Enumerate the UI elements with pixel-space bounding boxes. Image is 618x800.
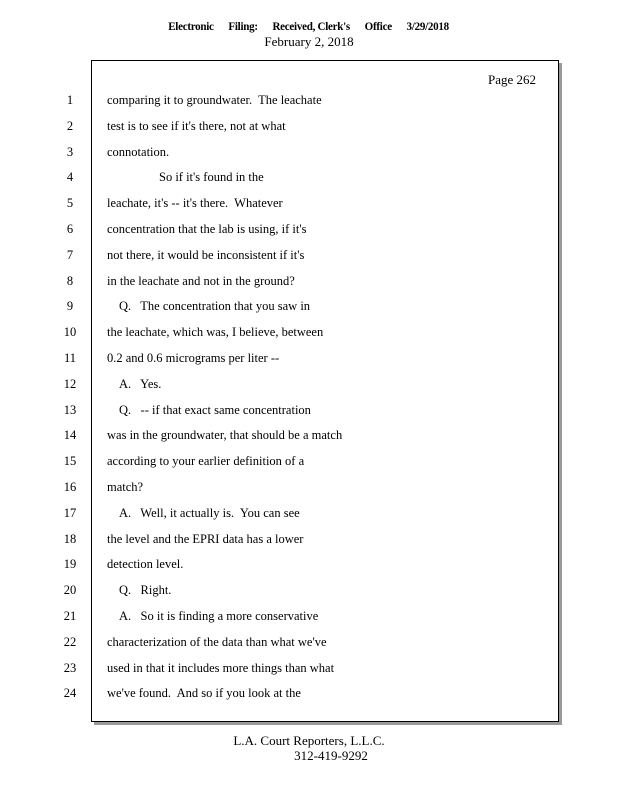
line-number: 7 bbox=[66, 247, 74, 262]
filing-part: Office bbox=[365, 19, 393, 33]
line-number: 12 bbox=[63, 376, 77, 391]
line-number: 3 bbox=[66, 144, 74, 159]
line-number: 20 bbox=[63, 583, 77, 598]
line-text: Q. Right. bbox=[119, 583, 172, 598]
line-number: 22 bbox=[63, 634, 77, 649]
footer bbox=[0, 733, 618, 763]
transcript-line bbox=[0, 220, 618, 238]
line-text: not there, it would be inconsistent if it's bbox=[107, 247, 305, 262]
transcript-line bbox=[0, 426, 618, 444]
line-number: 14 bbox=[63, 428, 77, 443]
line-text: A. Yes. bbox=[119, 376, 162, 391]
transcript-line bbox=[0, 349, 618, 367]
line-number: 16 bbox=[63, 480, 77, 494]
filing-part: Electronic bbox=[168, 19, 215, 33]
line-number: 18 bbox=[63, 531, 77, 546]
line-text: Q. -- if that exact same concentration bbox=[119, 402, 311, 417]
line-number: 11 bbox=[63, 351, 77, 365]
line-text: A. Well, it actually is. You can see bbox=[119, 505, 300, 520]
line-text: detection level. bbox=[107, 557, 184, 572]
transcript-line bbox=[0, 91, 618, 109]
line-text: used in that it includes more things than what bbox=[107, 660, 335, 675]
line-text: characterization of the data than what we've bbox=[107, 634, 327, 649]
line-text: 0.2 and 0.6 micrograms per liter -- bbox=[107, 351, 280, 365]
line-number: 21 bbox=[63, 609, 77, 623]
transcript-line bbox=[0, 452, 618, 470]
line-number: 24 bbox=[63, 686, 77, 701]
filing-stamp bbox=[161, 18, 456, 34]
line-number: 15 bbox=[63, 454, 77, 469]
line-text: was in the groundwater, that should be a match bbox=[107, 428, 343, 443]
transcript-line bbox=[0, 117, 618, 135]
transcript-line bbox=[0, 246, 618, 264]
transcript-line bbox=[0, 684, 618, 702]
line-number: 8 bbox=[66, 273, 74, 288]
filing-part: 3/29/2018 bbox=[407, 19, 450, 33]
transcript-line bbox=[0, 143, 618, 161]
page-number: Page 262 bbox=[487, 72, 536, 87]
transcript-line bbox=[0, 607, 618, 625]
filing-header bbox=[0, 18, 618, 50]
line-text: according to your earlier definition of a bbox=[107, 454, 305, 469]
transcript-line bbox=[0, 272, 618, 290]
line-number: 1 bbox=[66, 93, 74, 107]
reporter-company: L.A. Court Reporters, L.L.C. bbox=[233, 733, 385, 748]
transcript-date: February 2, 2018 bbox=[264, 34, 354, 49]
line-text: connotation. bbox=[107, 144, 170, 159]
line-text: the leachate, which was, I believe, between bbox=[107, 325, 324, 340]
transcript-line bbox=[0, 581, 618, 599]
line-number: 2 bbox=[66, 118, 74, 133]
filing-part: Received, Clerk's bbox=[272, 19, 351, 33]
line-text: we've found. And so if you look at the bbox=[107, 686, 301, 701]
line-text: the level and the EPRI data has a lower bbox=[107, 531, 304, 546]
line-number: 19 bbox=[63, 557, 77, 572]
transcript-line bbox=[0, 168, 618, 186]
line-number: 17 bbox=[63, 505, 77, 520]
line-text: So if it's found in the bbox=[159, 170, 264, 185]
line-text: match? bbox=[107, 480, 144, 494]
transcript-line bbox=[0, 478, 618, 496]
transcript-line bbox=[0, 530, 618, 548]
line-text: leachate, it's -- it's there. Whatever bbox=[107, 196, 283, 211]
line-number: 5 bbox=[66, 196, 74, 211]
line-number: 4 bbox=[66, 170, 74, 185]
line-text: A. So it is finding a more conservative bbox=[119, 609, 319, 623]
line-text: test is to see if it's there, not at what bbox=[107, 118, 286, 133]
line-text: comparing it to groundwater. The leachate bbox=[107, 93, 322, 107]
transcript-line bbox=[0, 504, 618, 522]
transcript-line bbox=[0, 297, 618, 315]
transcript-line bbox=[0, 194, 618, 212]
line-number: 13 bbox=[63, 402, 77, 417]
transcript-line bbox=[0, 555, 618, 573]
line-number: 23 bbox=[63, 660, 77, 675]
transcript-line bbox=[0, 633, 618, 651]
line-number: 6 bbox=[66, 222, 74, 236]
transcript-line bbox=[0, 375, 618, 393]
line-number: 9 bbox=[66, 299, 74, 314]
reporter-phone: 312-419-9292 bbox=[294, 748, 368, 763]
line-text: Q. The concentration that you saw in bbox=[119, 299, 311, 314]
line-text: in the leachate and not in the ground? bbox=[107, 273, 295, 288]
transcript-line bbox=[0, 401, 618, 419]
line-number: 10 bbox=[63, 325, 77, 340]
transcript-line bbox=[0, 659, 618, 677]
transcript-line bbox=[0, 323, 618, 341]
filing-part: Filing: bbox=[228, 19, 259, 33]
line-text: concentration that the lab is using, if it's bbox=[107, 222, 307, 236]
